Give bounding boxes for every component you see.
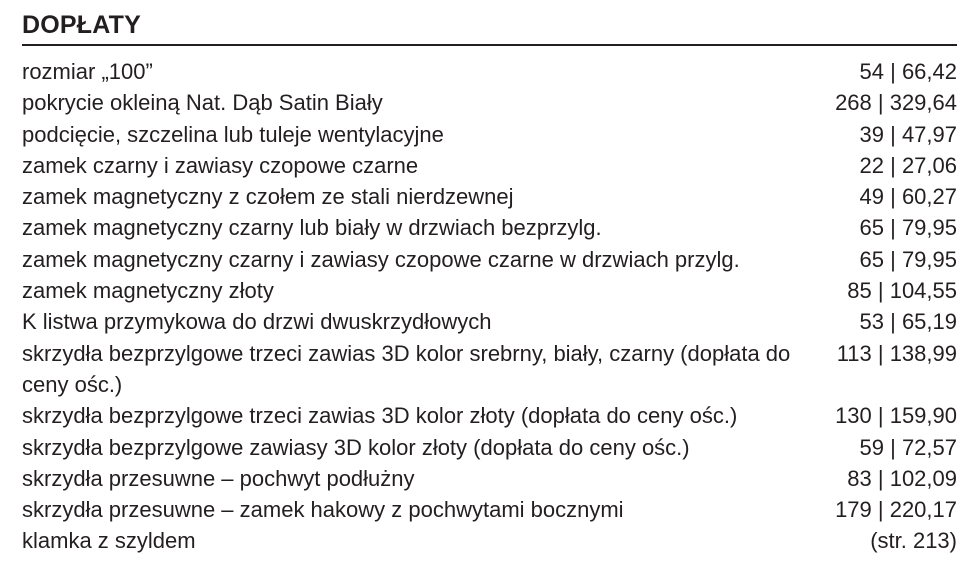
table-row [22,181,957,212]
row-price: 49 | 60,27 [859,184,957,210]
row-description: zamek czarny i zawiasy czopowe czarne [22,152,419,178]
section-title: DOPŁATY [22,11,141,39]
row-description: K listwa przymykowa do drzwi dwuskrzydłowych [22,309,492,335]
row-price: 179 | 220,17 [835,497,957,523]
table-row [22,87,957,118]
row-price: 39 | 47,97 [859,121,957,147]
table-row [22,56,957,87]
row-description: pokrycie okleiną Nat. Dąb Satin Biały [22,90,383,116]
table-row [22,244,957,275]
row-price: 268 | 329,64 [835,90,957,116]
row-description: zamek magnetyczny z czołem ze stali nierdzewnej [22,184,514,210]
surcharge-table [22,56,957,557]
table-row [22,525,957,556]
row-description: klamka z szyldem [22,528,196,554]
table-row [22,306,957,337]
table-row [22,119,957,150]
row-description: zamek magnetyczny czarny lub biały w drzwiach bezprzylg. [22,215,602,241]
row-description: rozmiar „100” [22,59,153,84]
row-description: podcięcie, szczelina lub tuleje wentylacyjne [22,121,444,147]
title-rule [22,44,957,46]
row-description: skrzydła bezprzylgowe trzeci zawias 3D kolor złoty (dopłata do ceny ośc.) [22,403,738,429]
row-price: 85 | 104,55 [847,278,957,304]
row-price: (str. 213) [870,528,957,554]
row-price: 113 | 138,99 [836,340,957,366]
table-row [22,432,957,463]
row-description: skrzydła przesuwne – zamek hakowy z pochwytami bocznymi [22,497,624,523]
row-price: 130 | 159,90 [835,403,957,429]
table-row [22,275,957,306]
row-price: 53 | 65,19 [859,309,957,335]
table-row [22,150,957,181]
table-row [22,494,957,525]
table-row [22,400,957,431]
row-description: zamek magnetyczny złoty [22,278,274,304]
row-description: skrzydła bezprzylgowe trzeci zawias 3D kolor srebrny, biały, czarny (dopłata do ceny ośc.) [22,340,791,397]
table-row [22,463,957,494]
row-description: zamek magnetyczny czarny i zawiasy czopowe czarne w drzwiach przylg. [22,246,740,272]
row-description: skrzydła przesuwne – pochwyt podłużny [22,465,415,491]
row-price: 65 | 79,95 [859,246,957,272]
row-price: 83 | 102,09 [847,465,957,491]
table-row [22,338,957,401]
row-price: 54 | 66,42 [859,59,957,84]
row-description: skrzydła bezprzylgowe zawiasy 3D kolor złoty (dopłata do ceny ośc.) [22,434,690,460]
row-price: 65 | 79,95 [859,215,957,241]
row-price: 22 | 27,06 [859,152,957,178]
table-row [22,212,957,243]
row-price: 59 | 72,57 [859,434,957,460]
